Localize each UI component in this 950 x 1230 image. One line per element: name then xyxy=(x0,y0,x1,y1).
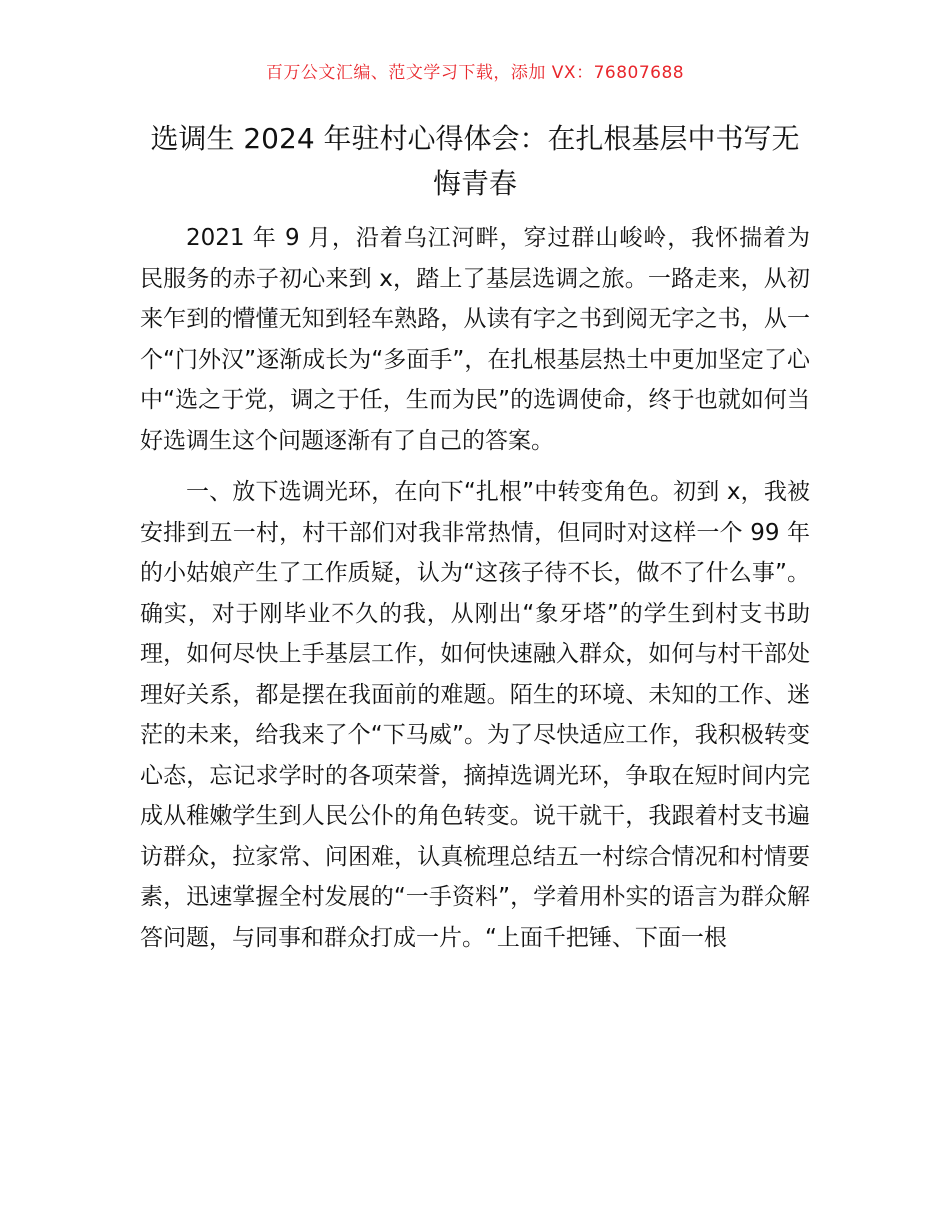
paragraph-intro: 2021 年 9 月，沿着乌江河畔，穿过群山峻岭，我怀揣着为民服务的赤子初心来到 x，踏上了基层选调之旅。一路走来，从初来乍到的懵懂无知到轻车熟路，从读有字之书到阅无字之书，从一个“门外汉”逐渐成长为“多面手”，在扎根基层热土中更加坚定了心中“选之于党，调之于任，生而为民”的选调使命，终于也就如何当好选调生这个问题逐渐有了自己的答案。 xyxy=(140,225,810,454)
document-title: 选调生 2024 年驻村心得体会：在扎根基层中书写无悔青春 xyxy=(150,122,800,200)
header-banner: 百万公文汇编、范文学习下载，添加 VX：76807688 xyxy=(265,63,685,83)
paragraph-section-one: 一、放下选调光环，在向下“扎根”中转变角色。初到 x，我被安排到五一村，村干部们对我非常热情，但同时对这样一个 99 年的小姑娘产生了工作质疑，认为“这孩子待不长，做不了什么事”。确实，对于刚毕业不久的我，从刚出“象牙塔”的学生到村支书助理，如何尽快上手基层工作，如何快速融入群众，如何与村干部处理好关系，都是摆在我面前的难题。陌生的环境、未知的工作、迷茫的未来，给我来了个“下马威”。为了尽快适应工作，我积极转变心态，忘记求学时的各项荣誉，摘掉选调光环，争取在短时间内完成从稚嫩学生到人民公仆的角色转变。说干就干，我跟着村支书遍访群众，拉家常、问困难，认真梳理总结五一村综合情况和村情要素，迅速掌握全村发展的“一手资料”，学着用朴实的语言为群众解答问题，与同事和群众打成一片。“上面千把锤、下面一根 xyxy=(140,479,810,951)
document-body xyxy=(140,218,810,969)
